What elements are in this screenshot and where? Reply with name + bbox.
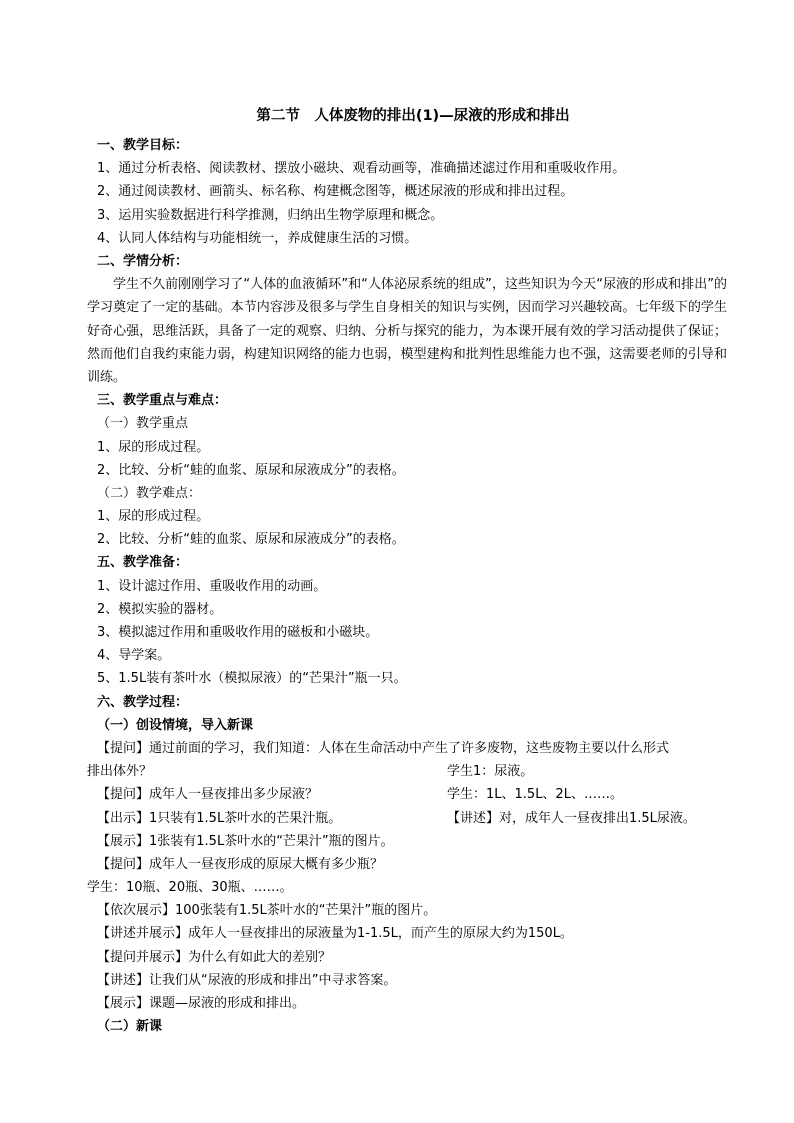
page-title: 第二节 人体废物的排出(1)—尿液的形成和排出 xyxy=(256,108,570,124)
list-item: 1、尿的形成过程。 xyxy=(97,439,210,455)
list-item: 2、通过阅读教材、画箭头、标名称、构建概念图等，概述尿液的形成和排出过程。 xyxy=(97,184,574,200)
section-heading-objectives: 一、教学目标： xyxy=(97,138,189,153)
subsection-heading-focus: （一）教学重点 xyxy=(97,416,189,432)
section-heading-preparation: 五、教学准备： xyxy=(97,555,189,571)
dialogue-row xyxy=(87,783,727,806)
section-heading-analysis: 二、学情分析： xyxy=(97,253,189,269)
dialogue-row xyxy=(87,807,727,830)
dialogue-line: 排出体外？ xyxy=(87,764,153,780)
subsection-heading-new-lesson: （二）新课 xyxy=(97,1019,163,1035)
dialogue-line: 学生1：尿液。 xyxy=(447,764,534,780)
dialogue-line: 【出示】1只装有1.5L茶叶水的芒果汁瓶。 xyxy=(97,810,342,826)
list-item: 1、通过分析表格、阅读教材、摆放小磁块、观看动画等，准确描述滤过作用和重吸收作用。 xyxy=(97,161,626,177)
list-item: 2、比较、分析“蛙的血浆、原尿和尿液成分”的表格。 xyxy=(97,532,405,548)
dialogue-row xyxy=(87,760,727,783)
dialogue-line: 【讲述并展示】成年人一昼夜排出的尿液量为1-1.5L，而产生的原尿大约为150L。 xyxy=(97,926,573,942)
list-item: 3、模拟滤过作用和重吸收作用的磁板和小磁块。 xyxy=(97,625,379,641)
dialogue-line: 【展示】课题—尿液的形成和排出。 xyxy=(97,996,306,1012)
dialogue-line: 【提问】成年人一昼夜形成的原尿大概有多少瓶？ xyxy=(97,856,384,872)
dialogue-line: 【提问】通过前面的学习，我们知道：人体在生命活动中产生了许多废物，这些废物主要以什么形式 xyxy=(97,740,670,756)
document-body xyxy=(87,104,727,1038)
list-item: 1、尿的形成过程。 xyxy=(97,509,210,525)
subsection-heading-intro: （一）创设情境，导入新课 xyxy=(97,717,254,733)
list-item: 5、1.5L装有茶叶水（模拟尿液）的“芒果汁”瓶一只。 xyxy=(97,671,407,687)
list-item: 2、比较、分析“蛙的血浆、原尿和尿液成分”的表格。 xyxy=(97,462,405,478)
dialogue-line: 学生：1L、1.5L、2L、……。 xyxy=(447,787,623,803)
list-item: 3、运用实验数据进行科学推测，归纳出生物学原理和概念。 xyxy=(97,207,444,223)
list-item: 4、认同人体结构与功能相统一，养成健康生活的习惯。 xyxy=(97,230,418,246)
section-heading-process: 六、教学过程： xyxy=(97,694,189,710)
list-item: 1、设计滤过作用、重吸收作用的动画。 xyxy=(97,578,327,594)
dialogue-line: 【展示】1张装有1.5L茶叶水的“芒果汁”瓶的图片。 xyxy=(97,833,394,849)
dialogue-line: 【讲述】对，成年人一昼夜排出1.5L尿液。 xyxy=(447,810,696,826)
dialogue-line: 【提问】成年人一昼夜排出多少尿液？ xyxy=(97,787,319,803)
dialogue-line: 学生：10瓶、20瓶、30瓶、……。 xyxy=(87,880,293,896)
list-item: 4、导学案。 xyxy=(97,648,171,664)
dialogue-line: 【依次展示】100张装有1.5L茶叶水的“芒果汁”瓶的图片。 xyxy=(97,903,437,919)
analysis-paragraph: 学生不久前刚刚学习了“人体的血液循环”和“人体泌尿系统的组成”，这些知识为今天“尿液的形成和排出”的学习奠定了一定的基础。本节内容涉及很多与学生自身相关的知识与实例，因而学习兴趣较高。七年级下的学生好奇心强，思维活跃，具备了一定的观察、归纳、分析与探究的能力，为本课开展有效的学习活动提供了保证；然而他们自我约束能力弱，构建知识网络的能力也弱，模型建构和批判性思维能力也不强，这需要老师的引导和训练。 xyxy=(87,277,727,385)
list-item: 2、模拟实验的器材。 xyxy=(97,601,223,617)
section-heading-key-points: 三、教学重点与难点： xyxy=(97,393,228,409)
dialogue-line: 【讲述】让我们从“尿液的形成和排出”中寻求答案。 xyxy=(97,972,397,988)
dialogue-line: 【提问并展示】为什么有如此大的差别？ xyxy=(97,949,332,965)
subsection-heading-difficulty: （二）教学难点： xyxy=(97,485,202,501)
